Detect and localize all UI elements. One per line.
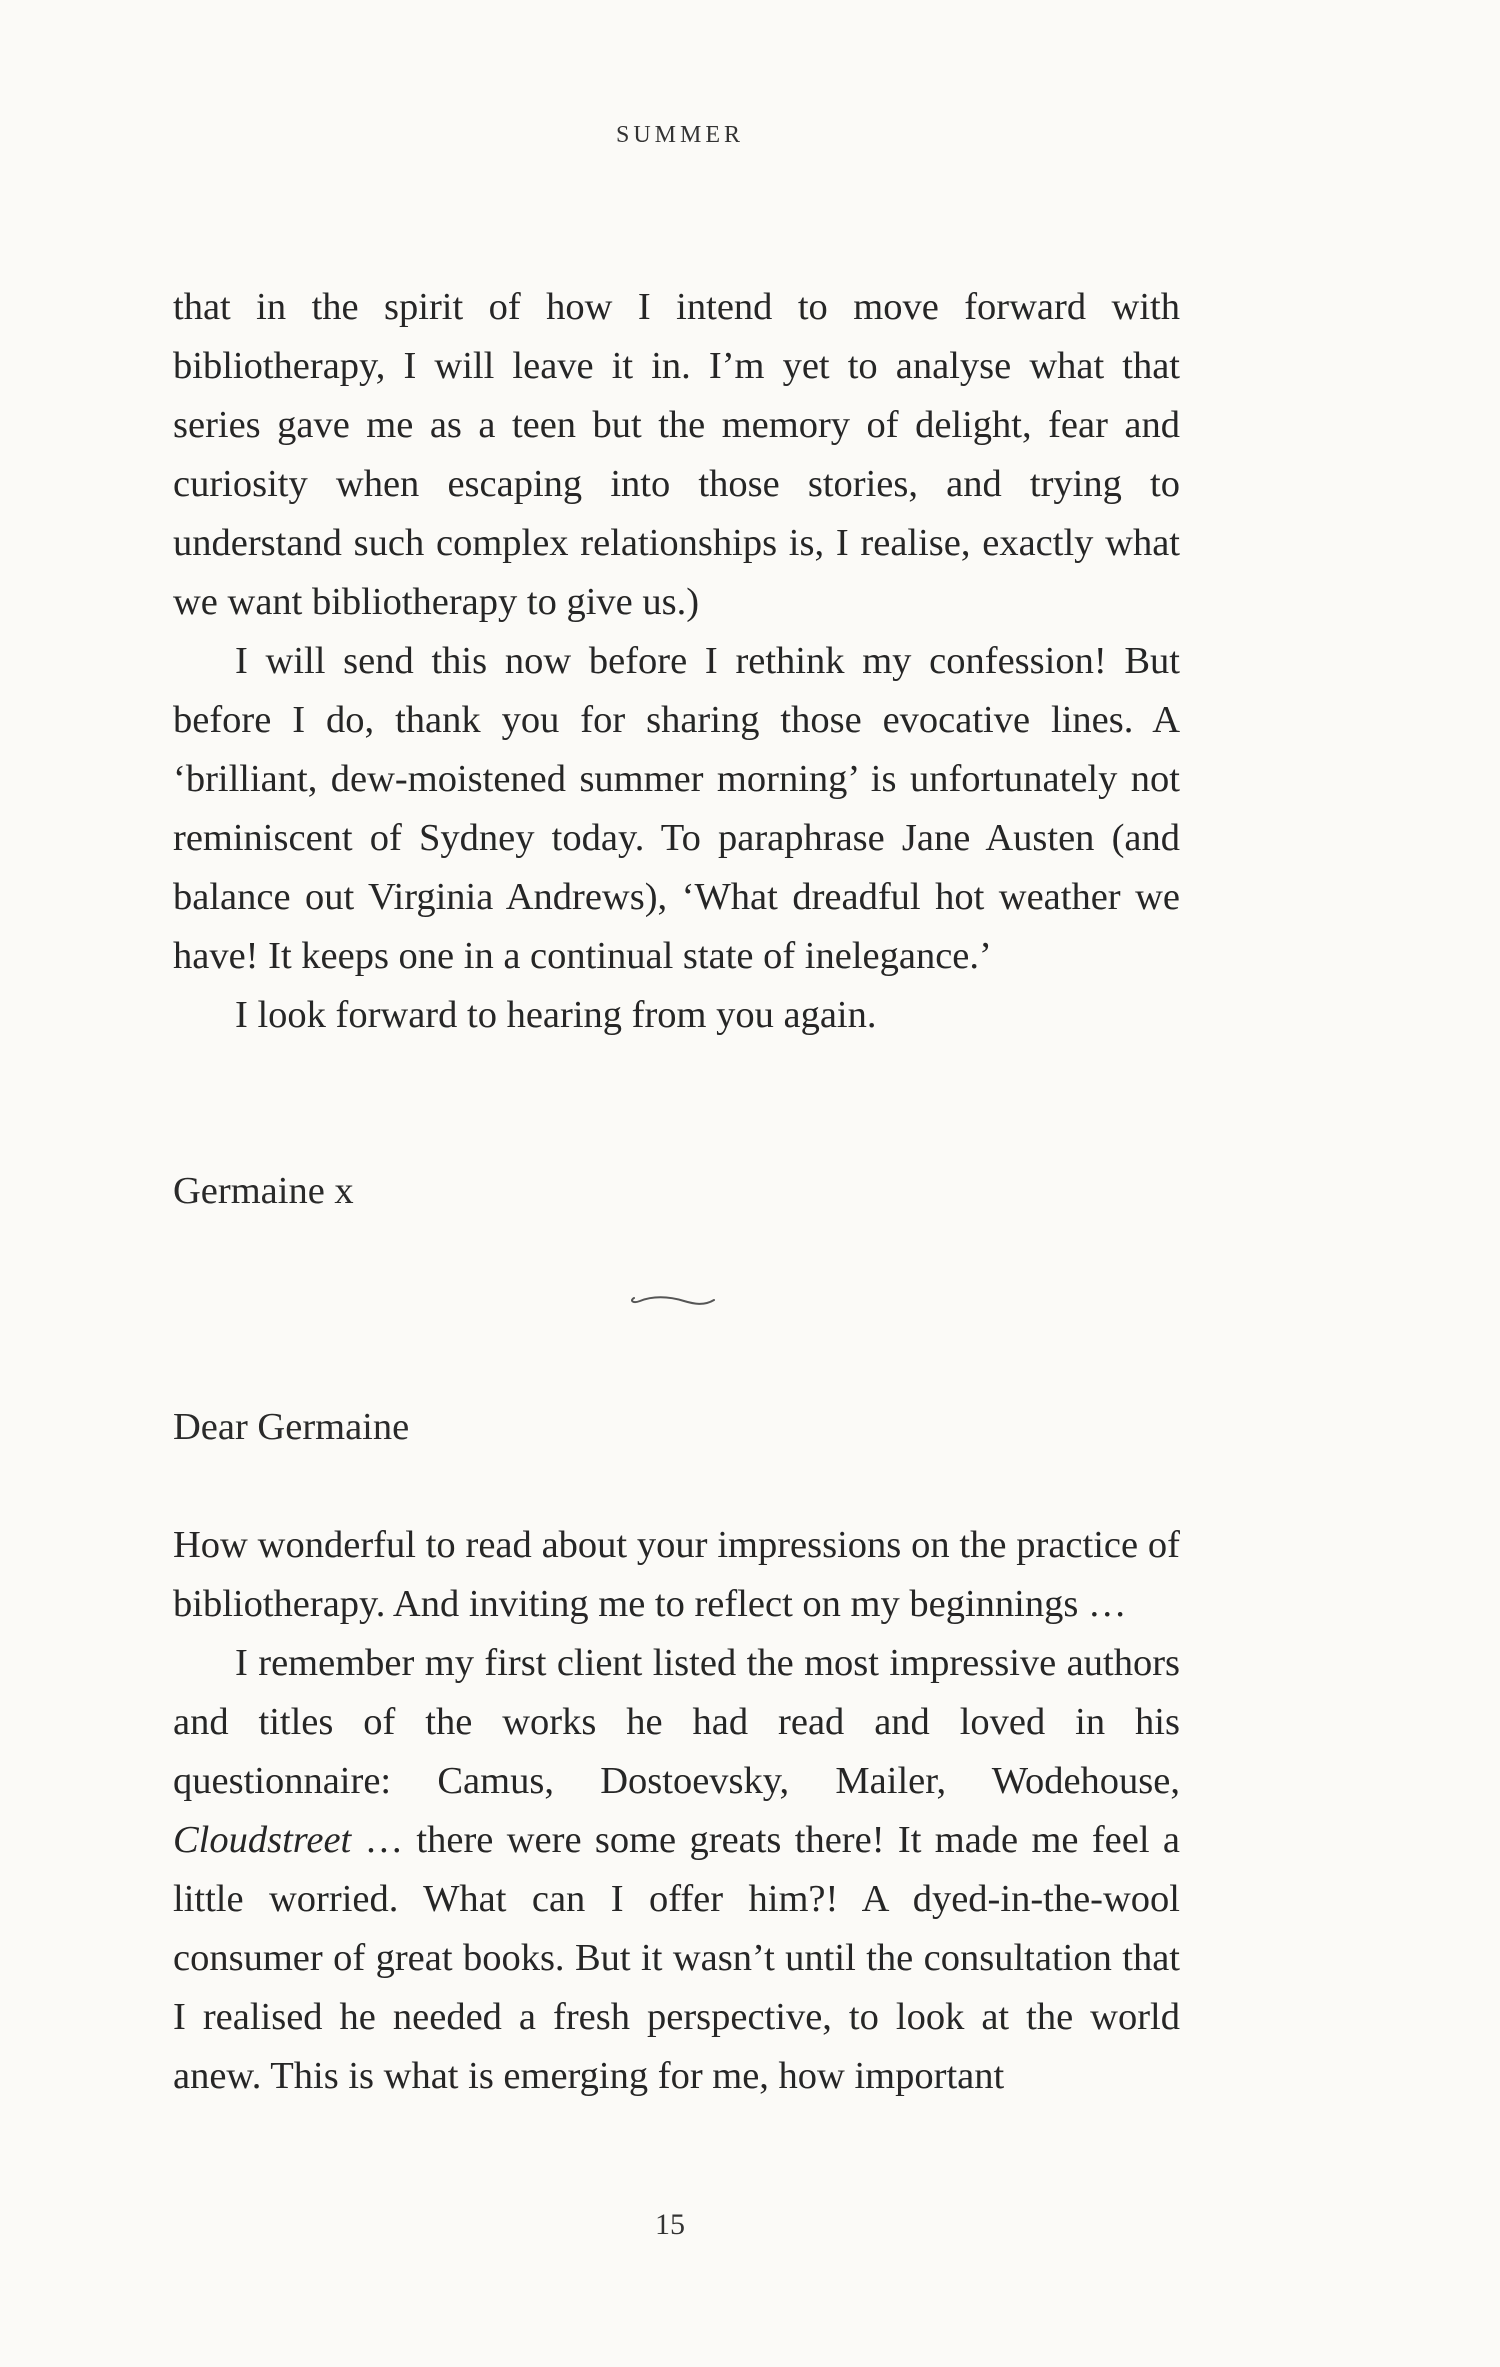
letter-body-2 <box>173 1516 1180 2106</box>
book-title: Cloudstreet <box>173 1819 352 1861</box>
paragraph: How wonderful to read about your impressions on the practice of bibliotherapy. And inviting me to reflect on my beginnings … <box>173 1524 1180 1625</box>
paragraph <box>173 1634 1180 2106</box>
letter-body-1 <box>173 278 1180 1045</box>
running-head: SUMMER <box>615 122 745 148</box>
paragraph: I will send this now before I rethink my confession! But before I do, thank you for sharing those evocative lines. A ‘brilliant, dew-moistened summer morning’ is unfortunately not reminiscent of Sydney today. To paraphrase Jane Austen (and balance out Virginia Andrews), ‘What dreadful hot weather we have! It keeps one in a continual state of inelegance.’ <box>173 640 1180 977</box>
paragraph: I look forward to hearing from you again. <box>235 994 877 1036</box>
paragraph: that in the spirit of how I intend to move forward with bibliotherapy, I will leave it in. I’m yet to analyse what that series gave me as a teen but the memory of delight, fear and curiosity when escaping into those stories, and trying to understand such complex relationships is, I realise, exactly what we want bibliotherapy to give us.) <box>173 286 1180 623</box>
section-divider-flourish-icon <box>628 1288 720 1312</box>
page-number: 15 <box>655 2208 685 2241</box>
signoff: Germaine x <box>173 1170 354 1212</box>
paragraph-text: I remember my first client listed the most impressive authors and titles of the works he had read and loved in his questionnaire: Camus, Dostoevsky, Mailer, Wodehouse, <box>173 1642 1180 1802</box>
paragraph-text: … there were some greats there! It made me feel a little worried. What can I offer him?! A dyed-in-the-wool consumer of great books. But it wasn’t until the consultation that I realised he needed a fresh perspective, to look at the world anew. This is what is emerging for me, how important <box>173 1819 1180 2097</box>
salutation: Dear Germaine <box>173 1406 410 1448</box>
